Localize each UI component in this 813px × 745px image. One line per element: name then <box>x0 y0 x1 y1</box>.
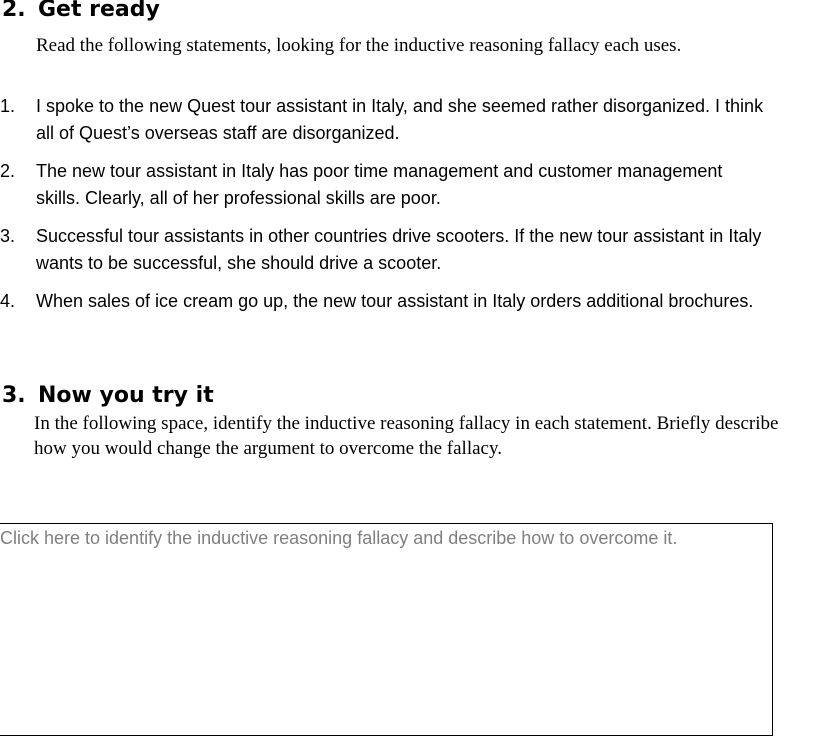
list-item-number: 3. <box>0 226 16 246</box>
list-item-text: Successful tour assistants in other countries drive scooters. If the new tour assistant in Italy wants to be successful, she should drive a scooter. <box>36 226 762 273</box>
answer-text-area[interactable] <box>0 523 773 736</box>
list-item <box>0 158 770 212</box>
statements-list <box>0 93 770 326</box>
list-item <box>0 93 770 147</box>
get-ready-title: Get ready <box>38 0 160 22</box>
get-ready-number: 2. <box>2 0 26 22</box>
list-item <box>0 288 770 315</box>
list-item-number: 1. <box>0 96 16 116</box>
answer-placeholder[interactable]: Click here to identify the inductive reasoning fallacy and describe how to overcome it. <box>0 528 678 548</box>
get-ready-intro: Read the following statements, looking for the inductive reasoning fallacy each uses. <box>36 35 682 56</box>
try-it-title: Now you try it <box>38 383 214 408</box>
list-item-number: 4. <box>0 291 16 311</box>
list-item <box>0 223 770 277</box>
list-item-text: When sales of ice cream go up, the new tour assistant in Italy orders additional brochures. <box>36 291 754 311</box>
list-item-number: 2. <box>0 161 16 181</box>
list-item-text: The new tour assistant in Italy has poor time management and customer management skills. Clearly, all of her professional skills are poor. <box>36 161 723 208</box>
try-it-number: 3. <box>2 383 26 408</box>
list-item-text: I spoke to the new Quest tour assistant in Italy, and she seemed rather disorganized. I think all of Quest’s overseas staff are disorganized. <box>36 96 764 143</box>
try-it-intro: In the following space, identify the inductive reasoning fallacy in each statement. Briefly describe how you would change the argument to overcome the fallacy. <box>34 413 779 459</box>
